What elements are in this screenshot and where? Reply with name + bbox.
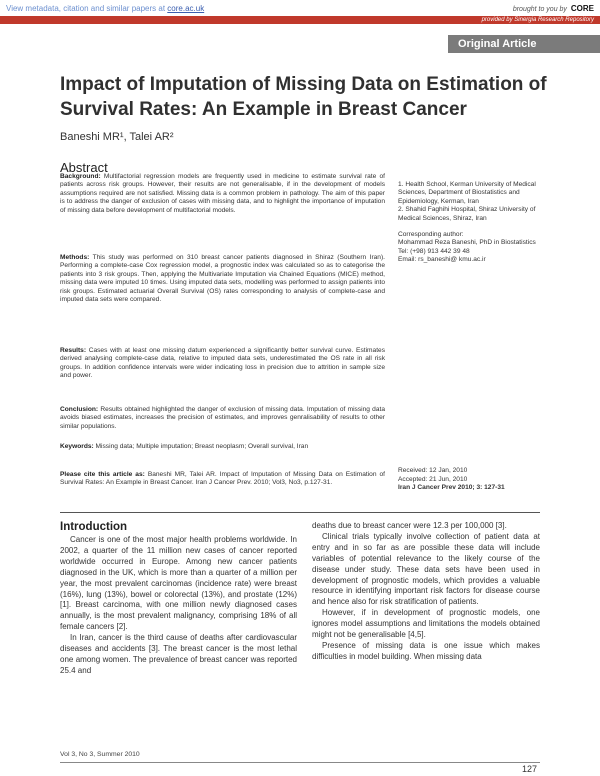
affiliation-2: 2. Shahid Faghihi Hospital, Shiraz University of Medical Sciences, Shiraz, Iran — [398, 206, 536, 222]
core-link-prefix: View metadata, citation and similar papers at — [6, 4, 168, 13]
abstract-heading: Abstract — [60, 160, 108, 175]
background-text: Multifactorial regression models are frequently used in medicine to estimate survival rate of patients across risk groups. However, their results are not generalisable, if in the development of models assumptions required are not satisfied. Missing data is a common problem in pathology. The aim of this paper is to address the danger of exclusion of cases with missing data, and to highlight the importance of imputation of missing data before development of multifactorial models. — [60, 173, 385, 214]
received-date: Received: 12 Jan, 2010 — [398, 467, 468, 474]
abstract-methods — [60, 254, 385, 304]
core-logo[interactable]: CORE — [570, 4, 594, 13]
corresponding-tel: Tel: (+98) 913 442 39 48 — [398, 247, 470, 255]
intro-column-1 — [60, 535, 297, 677]
footer-issue: Vol 3, No 3, Summer 2010 — [60, 751, 140, 758]
intro-paragraph-4: However, if in development of prognostic models, one ignores model assumptions and limitations the models obtained might not be generalisable [4,5]. — [312, 608, 540, 640]
brought-by-text: brought to you by — [512, 6, 567, 13]
affiliations — [398, 181, 558, 265]
corresponding-name: Mohammad Reza Baneshi, PhD in Biostatistics — [398, 239, 536, 247]
results-label: Results: — [60, 347, 87, 354]
intro-paragraph-2-cont: deaths due to breast cancer were 12.3 per 100,000 [3]. — [312, 521, 507, 530]
provided-by[interactable]: provided by Sinergia Research Repository — [481, 17, 594, 23]
abstract-keywords — [60, 443, 385, 451]
intro-paragraph-1: Cancer is one of the most major health problems worldwide. In 2002, a quarter of the 11 million new cases of cancer reported worldwide occurred in Europe. Among new cancer patients diagnosed in the UK, which is more than a quarter of a million per year, the most prevalent carcinomas (incidence rate) were breast (16%), lung (13%), bowel or colorectal (13%), and prostate (12%) [1]. Breast carcinoma, with one million newly diagnosed cases annually, is the most prevalent malignancy, comprising 18% of all female cancers [2]. — [60, 535, 297, 632]
divider — [60, 512, 540, 513]
abstract-results — [60, 347, 385, 381]
article-title: Impact of Imputation of Missing Data on Estimation of Survival Rates: An Example in Breast Cancer — [60, 74, 547, 120]
intro-paragraph-3: Clinical trials typically involve collection of patient data at entry and in so far as are possible these data will include variables of potential relevance to the likely course of the disease under study. These data sets have been used in development of prognostic models, which provides a valuable resource in identifying important risk factors for disease course and hence also for risk stratification of patients. — [312, 531, 540, 607]
corresponding-email[interactable]: Email: rs_baneshi@ kmu.ac.ir — [398, 256, 486, 264]
corresponding-label: Corresponding author: — [398, 231, 464, 239]
intro-paragraph-5: Presence of missing data is one issue which makes difficulties in model building. When missing data — [312, 640, 540, 661]
keywords-label: Keywords: — [60, 443, 94, 450]
abstract-conclusion — [60, 406, 385, 431]
cite-label: Please cite this article as: — [60, 471, 145, 478]
page-number: 127 — [522, 764, 538, 774]
intro-paragraph-2: In Iran, cancer is the third cause of deaths after cardiovascular diseases and accidents [3]. The breast cancer is the most lethal one among women. The prevalence of breast cancer was reported 25.4 and — [60, 633, 297, 675]
introduction-heading: Introduction — [60, 521, 128, 533]
dates-block — [398, 467, 558, 493]
conclusion-label: Conclusion: — [60, 406, 99, 413]
conclusion-text: Results obtained highlighted the danger of exclusion of missing data. Imputation of missing data avoids biased estimates, increases the precision of estimates, and improves genralisability of results to other similar populations. — [60, 406, 385, 430]
footer-divider — [60, 762, 540, 763]
methods-text: This study was performed on 310 breast cancer patients diagnosed in Shiraz (Southern Iran). Performing a complete-case Cox regression model, a prognostic index was calculated so as to categorise the patients into 3 risk groups. Then, applying the Multivariate Imputation via Chained Equations (MICE) method, missing data were imputed 10 times. Using imputed data sets, modelling was performed to assign patients into risk groups. Estimated actuarial Overall Survival (OS) rates corresponding to analysis of complete-case and imputed data sets were compared. — [60, 254, 385, 304]
abstract-citation — [60, 471, 385, 488]
methods-label: Methods: — [60, 254, 90, 261]
abstract-background — [60, 173, 385, 215]
section-label: Original Article — [448, 35, 600, 53]
brought-to-you-by — [0, 4, 594, 13]
accepted-date: Accepted: 21 Jun, 2010 — [398, 475, 468, 483]
intro-column-2 — [312, 521, 540, 663]
keywords-text: Missing data; Multiple imputation; Breast neoplasm; Overall survival, Iran — [93, 443, 309, 450]
cite-text: Baneshi MR, Talei AR. Impact of Imputation of Missing Data on Estimation of Survival Rates: An Example in Breast Cancer. Iran J Cancer Prev. 2010; Vol3, No3, p.127-31. — [60, 471, 385, 487]
journal-ref: Iran J Cancer Prev 2010; 3: 127-31 — [398, 484, 505, 492]
authors: Baneshi MR¹, Talei AR² — [60, 131, 174, 143]
core-link-domain[interactable]: core.ac.uk — [167, 4, 205, 13]
background-label: Background: — [60, 173, 101, 180]
results-text: Cases with at least one missing datum experienced a significantly better survival curve. Estimates derived analysing complete-case data, relative to imputed data sets, underestimated the OS rate in all risk groups. In addition confidence intervals were wider indicating loss in precision due to attrition in sample size and power. — [60, 347, 385, 380]
affiliation-1: 1. Health School, Kerman University of Medical Sciences, Department of Biostatistics and Epidemiology, Kerman, Iran — [398, 181, 536, 205]
